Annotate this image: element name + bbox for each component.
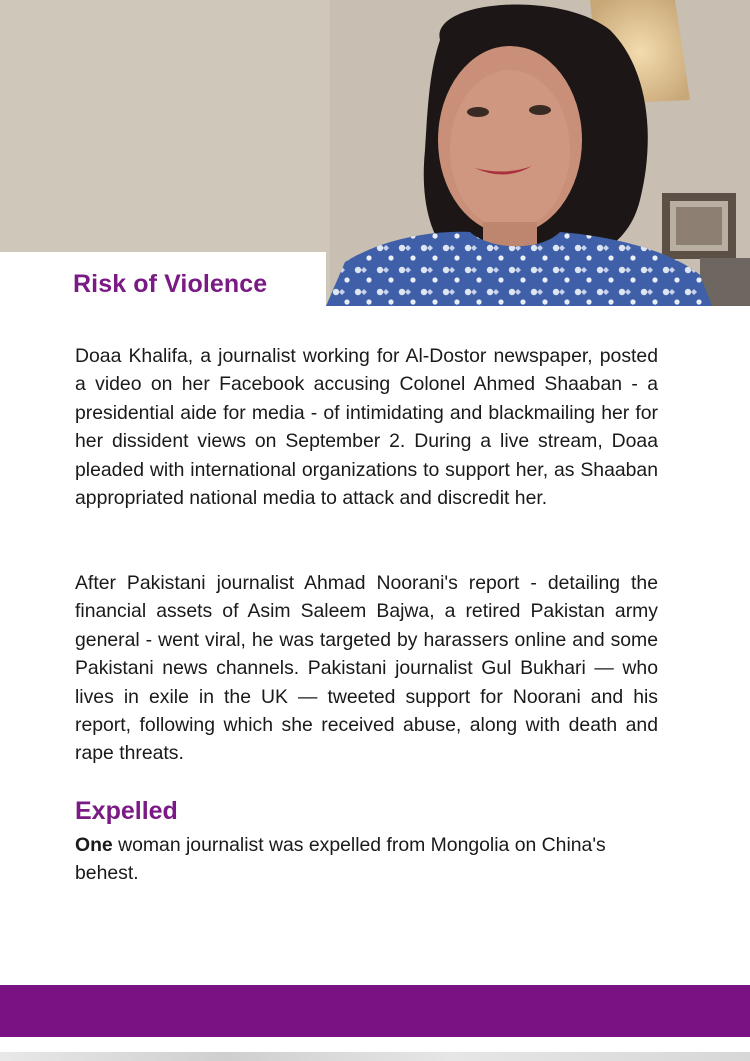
section-title-expelled: Expelled: [75, 797, 178, 825]
footer-bar: [0, 985, 750, 1037]
expelled-text: woman journalist was expelled from Mongolia on China's behest.: [75, 834, 606, 885]
paragraph-expelled: [75, 831, 658, 888]
section-title-risk-of-violence: Risk of Violence: [73, 270, 268, 298]
paragraph-doaa-khalifa: Doaa Khalifa, a journalist working for Al-Dostor newspaper, posted a video on her Facebook accusing Colonel Ahmed Shaaban - a presidential aide for media - of intimidating and blackmailing her for her dissident views on September 2. During a live stream, Doaa pleaded with international organizations to support her, as Shaaban appropriated national media to attack and discredit her.: [75, 345, 658, 510]
expelled-count: One: [75, 834, 113, 856]
footer-strip: [0, 1052, 750, 1061]
paragraph-ahmad-noorani: After Pakistani journalist Ahmad Noorani's report - detailing the financial assets of Asim Saleem Bajwa, a retired Pakistan army general - went viral, he was targeted by harassers online and some Pakistani news channels. Pakistani journalist Gul Bukhari — who lives in exile in the UK — tweeted support for Noorani and his report, following which she received abuse, along with death and rape threats.: [75, 572, 658, 765]
